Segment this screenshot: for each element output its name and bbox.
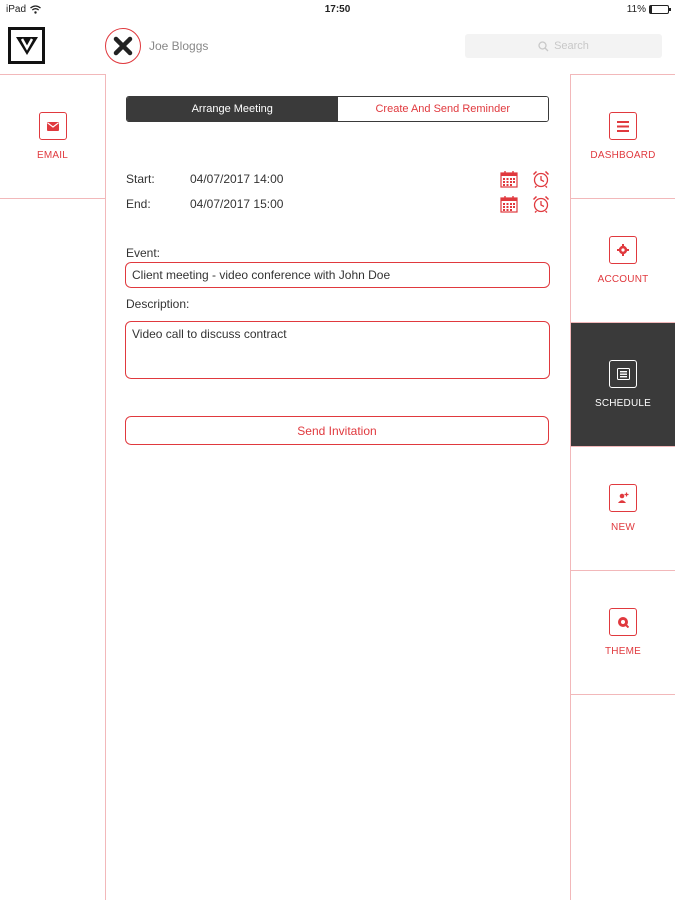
- tab-arrange-meeting[interactable]: Arrange Meeting: [127, 97, 338, 121]
- dashboard-icon-box: [609, 112, 637, 140]
- sidebar-item-dashboard[interactable]: [571, 75, 675, 199]
- start-value[interactable]: 04/07/2017 14:00: [190, 172, 284, 186]
- gear-icon: [617, 244, 629, 256]
- logo-chevron-icon: [14, 34, 40, 58]
- add-user-icon: [617, 492, 629, 504]
- send-invitation-button[interactable]: Send Invitation: [125, 416, 549, 445]
- start-row: [126, 168, 550, 190]
- description-label: Description:: [126, 297, 190, 311]
- theme-icon-box: [609, 608, 637, 636]
- description-textarea[interactable]: Video call to discuss contract: [125, 321, 550, 379]
- account-icon-box: [609, 236, 637, 264]
- end-label: End:: [126, 197, 151, 211]
- alarm-clock-icon[interactable]: [532, 170, 550, 188]
- left-sidebar: [0, 74, 106, 900]
- sidebar-item-new[interactable]: [571, 447, 675, 571]
- status-bar: [0, 0, 675, 20]
- calendar-icon[interactable]: [500, 170, 518, 188]
- user-profile[interactable]: [105, 28, 208, 64]
- schedule-icon: [617, 368, 630, 380]
- close-icon: [113, 36, 133, 56]
- user-name: Joe Bloggs: [149, 39, 209, 53]
- sidebar-item-label: THEME: [605, 646, 641, 657]
- event-field[interactable]: Client meeting - video conference with John Doe: [125, 262, 550, 288]
- avatar[interactable]: [105, 28, 141, 64]
- sidebar-item-label: EMAIL: [36, 150, 68, 161]
- battery-icon: [649, 5, 669, 14]
- event-label: Event:: [126, 246, 161, 260]
- end-row: [126, 193, 550, 215]
- carrier-label: iPad: [6, 4, 27, 15]
- app-logo[interactable]: [8, 27, 45, 64]
- search-icon: [538, 41, 549, 52]
- search-placeholder: Search: [554, 40, 589, 52]
- new-icon-box: [609, 484, 637, 512]
- right-sidebar: [570, 74, 675, 900]
- mode-tabs: [126, 96, 549, 122]
- sidebar-item-schedule[interactable]: [571, 323, 675, 447]
- envelope-icon: [47, 122, 59, 131]
- sidebar-item-label: NEW: [611, 522, 635, 533]
- battery-percent: 11%: [626, 4, 646, 15]
- sidebar-item-theme[interactable]: [571, 571, 675, 695]
- sidebar-item-account[interactable]: [571, 199, 675, 323]
- palette-icon: [617, 616, 629, 628]
- calendar-icon[interactable]: [500, 195, 518, 213]
- sidebar-item-label: SCHEDULE: [594, 398, 652, 409]
- battery-area: [627, 4, 669, 15]
- start-label: Start:: [126, 172, 155, 186]
- search-input[interactable]: [465, 34, 662, 58]
- email-icon-box: [39, 112, 67, 140]
- alarm-clock-icon[interactable]: [532, 195, 550, 213]
- schedule-icon-box: [609, 360, 637, 388]
- end-value[interactable]: 04/07/2017 15:00: [190, 197, 284, 211]
- sidebar-item-label: ACCOUNT: [597, 274, 649, 285]
- tab-create-send-reminder[interactable]: Create And Send Reminder: [338, 97, 549, 121]
- clock: 17:50: [324, 4, 351, 15]
- sidebar-item-label: DASHBOARD: [590, 150, 656, 161]
- sidebar-item-email[interactable]: [0, 75, 105, 199]
- menu-lines-icon: [617, 121, 629, 132]
